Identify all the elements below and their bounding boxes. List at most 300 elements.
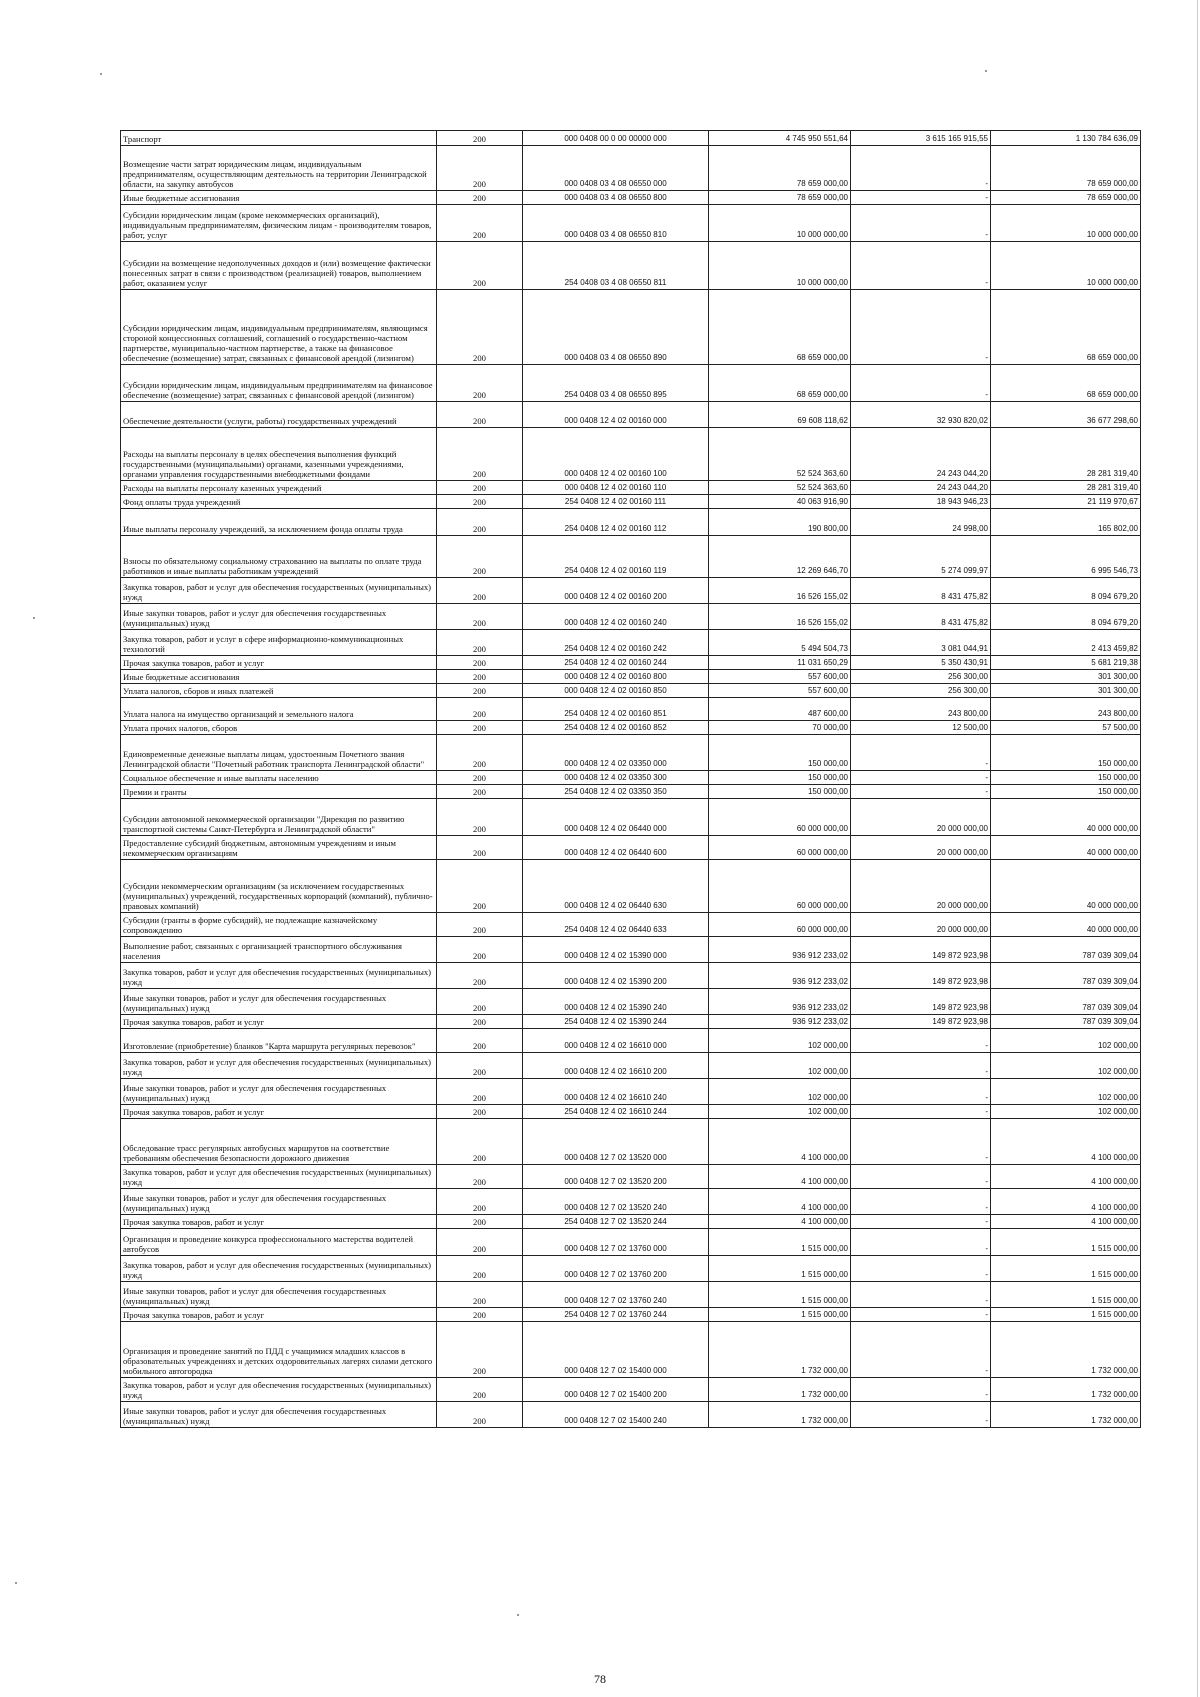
admin-code-cell: 200	[437, 1378, 523, 1402]
approved-amount-cell: 10 000 000,00	[709, 242, 851, 290]
admin-code-cell: 200	[437, 860, 523, 913]
table-row	[121, 1256, 1141, 1282]
admin-code-cell: 200	[437, 146, 523, 191]
executed-amount-cell: 20 000 000,00	[851, 836, 991, 860]
approved-amount-cell: 190 800,00	[709, 509, 851, 536]
admin-code-cell: 200	[437, 836, 523, 860]
expense-name-cell: Прочая закупка товаров, работ и услуг	[121, 1308, 437, 1322]
table-row	[121, 670, 1141, 684]
approved-amount-cell: 102 000,00	[709, 1105, 851, 1119]
remainder-amount-cell: 4 100 000,00	[991, 1189, 1141, 1215]
expense-name-cell: Организация и проведение занятий по ПДД с учащимися младших классов в образовательных учреждениях и детских оздоровительных лагерях силами детского мобильного автогородка	[121, 1322, 437, 1378]
budget-classification-code-cell: 000 0408 12 4 02 15390 200	[523, 963, 709, 989]
budget-classification-code-cell: 254 0408 12 4 02 00160 119	[523, 536, 709, 578]
expense-name-cell: Закупка товаров, работ и услуг для обеспечения государственных (муниципальных) нужд	[121, 1053, 437, 1079]
scan-speck	[985, 70, 987, 72]
table-row	[121, 1215, 1141, 1229]
budget-classification-code-cell: 000 0408 12 4 02 00160 100	[523, 428, 709, 481]
expense-name-cell: Транспорт	[121, 131, 437, 146]
expense-name-cell: Возмещение части затрат юридическим лицам, индивидуальным предпринимателям, осуществляющим деятельность на территории Ленинградской области, на закупку автобусов	[121, 146, 437, 191]
budget-classification-code-cell: 000 0408 12 4 02 00160 110	[523, 481, 709, 495]
remainder-amount-cell: 1 732 000,00	[991, 1322, 1141, 1378]
approved-amount-cell: 16 526 155,02	[709, 578, 851, 604]
expense-name-cell: Прочая закупка товаров, работ и услуг	[121, 1105, 437, 1119]
table-row	[121, 989, 1141, 1015]
remainder-amount-cell: 243 800,00	[991, 698, 1141, 721]
executed-amount-cell: -	[851, 365, 991, 402]
remainder-amount-cell: 68 659 000,00	[991, 290, 1141, 365]
table-row	[121, 1079, 1141, 1105]
admin-code-cell: 200	[437, 698, 523, 721]
remainder-amount-cell: 102 000,00	[991, 1105, 1141, 1119]
expense-name-cell: Прочая закупка товаров, работ и услуг	[121, 1215, 437, 1229]
admin-code-cell: 200	[437, 1322, 523, 1378]
budget-classification-code-cell: 000 0408 12 4 02 00160 200	[523, 578, 709, 604]
scan-speck	[33, 617, 35, 619]
expense-name-cell: Иные закупки товаров, работ и услуг для обеспечения государственных (муниципальных) нужд	[121, 1079, 437, 1105]
expense-name-cell: Иные бюджетные ассигнования	[121, 670, 437, 684]
executed-amount-cell: -	[851, 1378, 991, 1402]
table-row	[121, 771, 1141, 785]
executed-amount-cell: -	[851, 146, 991, 191]
approved-amount-cell: 150 000,00	[709, 735, 851, 771]
approved-amount-cell: 78 659 000,00	[709, 146, 851, 191]
budget-classification-code-cell: 000 0408 03 4 08 06550 800	[523, 191, 709, 205]
table-row	[121, 836, 1141, 860]
budget-classification-code-cell: 000 0408 12 7 02 15400 000	[523, 1322, 709, 1378]
budget-classification-code-cell: 000 0408 12 4 02 03350 000	[523, 735, 709, 771]
admin-code-cell: 200	[437, 242, 523, 290]
budget-classification-code-cell: 000 0408 12 7 02 13760 240	[523, 1282, 709, 1308]
admin-code-cell: 200	[437, 495, 523, 509]
admin-code-cell: 200	[437, 785, 523, 799]
executed-amount-cell: 24 243 044,20	[851, 428, 991, 481]
expense-name-cell: Прочая закупка товаров, работ и услуг	[121, 656, 437, 670]
approved-amount-cell: 4 100 000,00	[709, 1215, 851, 1229]
remainder-amount-cell: 301 300,00	[991, 684, 1141, 698]
budget-classification-code-cell: 000 0408 12 7 02 15400 240	[523, 1402, 709, 1428]
executed-amount-cell: 20 000 000,00	[851, 860, 991, 913]
remainder-amount-cell: 28 281 319,40	[991, 428, 1141, 481]
executed-amount-cell: 256 300,00	[851, 670, 991, 684]
table-row	[121, 785, 1141, 799]
table-row	[121, 428, 1141, 481]
scan-edge	[1197, 0, 1198, 1697]
approved-amount-cell: 150 000,00	[709, 785, 851, 799]
admin-code-cell: 200	[437, 191, 523, 205]
executed-amount-cell: -	[851, 191, 991, 205]
budget-classification-code-cell: 000 0408 12 4 02 03350 300	[523, 771, 709, 785]
executed-amount-cell: 256 300,00	[851, 684, 991, 698]
budget-classification-code-cell: 254 0408 12 7 02 13520 244	[523, 1215, 709, 1229]
admin-code-cell: 200	[437, 290, 523, 365]
table-row	[121, 1378, 1141, 1402]
admin-code-cell: 200	[437, 205, 523, 242]
remainder-amount-cell: 787 039 309,04	[991, 937, 1141, 963]
table-row	[121, 698, 1141, 721]
executed-amount-cell: 5 274 099,97	[851, 536, 991, 578]
budget-classification-code-cell: 000 0408 12 4 02 16610 000	[523, 1029, 709, 1053]
executed-amount-cell: 3 081 044,91	[851, 630, 991, 656]
remainder-amount-cell: 787 039 309,04	[991, 989, 1141, 1015]
remainder-amount-cell: 1 515 000,00	[991, 1256, 1141, 1282]
approved-amount-cell: 1 515 000,00	[709, 1282, 851, 1308]
approved-amount-cell: 102 000,00	[709, 1029, 851, 1053]
expense-name-cell: Уплата налога на имущество организаций и земельного налога	[121, 698, 437, 721]
budget-classification-code-cell: 000 0408 12 4 02 15390 000	[523, 937, 709, 963]
scan-speck	[15, 1582, 17, 1584]
budget-classification-code-cell: 000 0408 12 7 02 13520 240	[523, 1189, 709, 1215]
budget-classification-code-cell: 000 0408 12 7 02 13520 000	[523, 1119, 709, 1165]
remainder-amount-cell: 5 681 219,38	[991, 656, 1141, 670]
budget-classification-code-cell: 000 0408 12 7 02 13760 000	[523, 1229, 709, 1256]
table-row	[121, 365, 1141, 402]
executed-amount-cell: -	[851, 785, 991, 799]
remainder-amount-cell: 102 000,00	[991, 1079, 1141, 1105]
admin-code-cell: 200	[437, 536, 523, 578]
table-row	[121, 1282, 1141, 1308]
admin-code-cell: 200	[437, 1053, 523, 1079]
remainder-amount-cell: 102 000,00	[991, 1053, 1141, 1079]
remainder-amount-cell: 165 802,00	[991, 509, 1141, 536]
expense-name-cell: Иные выплаты персоналу учреждений, за исключением фонда оплаты труда	[121, 509, 437, 536]
approved-amount-cell: 4 100 000,00	[709, 1189, 851, 1215]
executed-amount-cell: 149 872 923,98	[851, 963, 991, 989]
admin-code-cell: 200	[437, 131, 523, 146]
executed-amount-cell: -	[851, 1029, 991, 1053]
budget-classification-code-cell: 254 0408 12 4 02 00160 244	[523, 656, 709, 670]
expense-name-cell: Расходы на выплаты персоналу казенных учреждений	[121, 481, 437, 495]
approved-amount-cell: 936 912 233,02	[709, 989, 851, 1015]
budget-classification-code-cell: 000 0408 12 4 02 00160 850	[523, 684, 709, 698]
executed-amount-cell: -	[851, 1402, 991, 1428]
remainder-amount-cell: 150 000,00	[991, 735, 1141, 771]
approved-amount-cell: 16 526 155,02	[709, 604, 851, 630]
budget-classification-code-cell: 000 0408 12 7 02 13760 200	[523, 1256, 709, 1282]
approved-amount-cell: 5 494 504,73	[709, 630, 851, 656]
approved-amount-cell: 12 269 646,70	[709, 536, 851, 578]
table-row	[121, 1029, 1141, 1053]
executed-amount-cell: -	[851, 735, 991, 771]
admin-code-cell: 200	[437, 989, 523, 1015]
executed-amount-cell: 20 000 000,00	[851, 799, 991, 836]
remainder-amount-cell: 1 732 000,00	[991, 1402, 1141, 1428]
remainder-amount-cell: 102 000,00	[991, 1029, 1141, 1053]
expense-name-cell: Закупка товаров, работ и услуг для обеспечения государственных (муниципальных) нужд	[121, 1378, 437, 1402]
admin-code-cell: 200	[437, 1079, 523, 1105]
remainder-amount-cell: 28 281 319,40	[991, 481, 1141, 495]
approved-amount-cell: 936 912 233,02	[709, 963, 851, 989]
expense-name-cell: Единовременные денежные выплаты лицам, удостоенным Почетного звания Ленинградской области "Почетный работник транспорта Ленинградской области"	[121, 735, 437, 771]
approved-amount-cell: 11 031 650,29	[709, 656, 851, 670]
remainder-amount-cell: 40 000 000,00	[991, 799, 1141, 836]
budget-execution-table	[120, 130, 1141, 1428]
budget-classification-code-cell: 000 0408 12 4 02 06440 000	[523, 799, 709, 836]
table-row	[121, 402, 1141, 428]
executed-amount-cell: 12 500,00	[851, 721, 991, 735]
admin-code-cell: 200	[437, 578, 523, 604]
table-row	[121, 735, 1141, 771]
approved-amount-cell: 557 600,00	[709, 670, 851, 684]
table-row	[121, 684, 1141, 698]
expense-name-cell: Субсидии на возмещение недополученных доходов и (или) возмещение фактически понесенных затрат в связи с производством (реализацией) товаров, выполнением работ, оказанием услуг	[121, 242, 437, 290]
table-row	[121, 131, 1141, 146]
expense-name-cell: Иные закупки товаров, работ и услуг для обеспечения государственных (муниципальных) нужд	[121, 989, 437, 1015]
admin-code-cell: 200	[437, 1256, 523, 1282]
admin-code-cell: 200	[437, 428, 523, 481]
remainder-amount-cell: 787 039 309,04	[991, 1015, 1141, 1029]
budget-classification-code-cell: 000 0408 12 4 02 00160 000	[523, 402, 709, 428]
expense-name-cell: Уплата налогов, сборов и иных платежей	[121, 684, 437, 698]
scan-speck	[517, 1614, 519, 1616]
expense-name-cell: Обеспечение деятельности (услуги, работы) государственных учреждений	[121, 402, 437, 428]
executed-amount-cell: -	[851, 771, 991, 785]
executed-amount-cell: 24 243 044,20	[851, 481, 991, 495]
budget-classification-code-cell: 000 0408 12 4 02 16610 240	[523, 1079, 709, 1105]
remainder-amount-cell: 78 659 000,00	[991, 146, 1141, 191]
budget-classification-code-cell: 000 0408 12 4 02 00160 240	[523, 604, 709, 630]
admin-code-cell: 200	[437, 1189, 523, 1215]
remainder-amount-cell: 787 039 309,04	[991, 963, 1141, 989]
approved-amount-cell: 60 000 000,00	[709, 836, 851, 860]
executed-amount-cell: -	[851, 1189, 991, 1215]
remainder-amount-cell: 1 515 000,00	[991, 1308, 1141, 1322]
executed-amount-cell: -	[851, 1322, 991, 1378]
table-row	[121, 656, 1141, 670]
admin-code-cell: 200	[437, 1229, 523, 1256]
remainder-amount-cell: 68 659 000,00	[991, 365, 1141, 402]
admin-code-cell: 200	[437, 402, 523, 428]
approved-amount-cell: 150 000,00	[709, 771, 851, 785]
budget-classification-code-cell: 254 0408 12 4 02 00160 852	[523, 721, 709, 735]
remainder-amount-cell: 1 515 000,00	[991, 1229, 1141, 1256]
table-row	[121, 937, 1141, 963]
budget-classification-code-cell: 000 0408 12 4 02 06440 630	[523, 860, 709, 913]
table-row	[121, 913, 1141, 937]
approved-amount-cell: 60 000 000,00	[709, 860, 851, 913]
expense-name-cell: Закупка товаров, работ и услуг для обеспечения государственных (муниципальных) нужд	[121, 1256, 437, 1282]
approved-amount-cell: 487 600,00	[709, 698, 851, 721]
budget-classification-code-cell: 254 0408 12 7 02 13760 244	[523, 1308, 709, 1322]
executed-amount-cell: -	[851, 1105, 991, 1119]
admin-code-cell: 200	[437, 735, 523, 771]
admin-code-cell: 200	[437, 1105, 523, 1119]
table-row	[121, 481, 1141, 495]
expense-name-cell: Иные закупки товаров, работ и услуг для обеспечения государственных (муниципальных) нужд	[121, 1402, 437, 1428]
executed-amount-cell: -	[851, 290, 991, 365]
expense-name-cell: Расходы на выплаты персоналу в целях обеспечения выполнения функций государственными (муниципальными) органами, казенными учреждениями, органами управления государственными внебюджетными фондами	[121, 428, 437, 481]
executed-amount-cell: -	[851, 1282, 991, 1308]
admin-code-cell: 200	[437, 1215, 523, 1229]
executed-amount-cell: -	[851, 1053, 991, 1079]
approved-amount-cell: 1 515 000,00	[709, 1308, 851, 1322]
table-row	[121, 1015, 1141, 1029]
expense-name-cell: Изготовление (приобретение) бланков "Карта маршрута регулярных перевозок"	[121, 1029, 437, 1053]
admin-code-cell: 200	[437, 604, 523, 630]
table-row	[121, 242, 1141, 290]
approved-amount-cell: 68 659 000,00	[709, 290, 851, 365]
budget-classification-code-cell: 000 0408 12 4 02 06440 600	[523, 836, 709, 860]
table-row	[121, 721, 1141, 735]
approved-amount-cell: 1 732 000,00	[709, 1378, 851, 1402]
remainder-amount-cell: 1 130 784 636,09	[991, 131, 1141, 146]
table-row	[121, 290, 1141, 365]
expense-name-cell: Иные бюджетные ассигнования	[121, 191, 437, 205]
executed-amount-cell: -	[851, 1256, 991, 1282]
budget-classification-code-cell: 000 0408 12 4 02 15390 240	[523, 989, 709, 1015]
approved-amount-cell: 60 000 000,00	[709, 913, 851, 937]
budget-classification-code-cell: 254 0408 12 4 02 16610 244	[523, 1105, 709, 1119]
table-row	[121, 799, 1141, 836]
budget-classification-code-cell: 254 0408 03 4 08 06550 811	[523, 242, 709, 290]
executed-amount-cell: -	[851, 1119, 991, 1165]
approved-amount-cell: 78 659 000,00	[709, 191, 851, 205]
executed-amount-cell: 18 943 946,23	[851, 495, 991, 509]
budget-classification-code-cell: 254 0408 12 4 02 03350 350	[523, 785, 709, 799]
executed-amount-cell: -	[851, 1308, 991, 1322]
executed-amount-cell: 20 000 000,00	[851, 913, 991, 937]
remainder-amount-cell: 301 300,00	[991, 670, 1141, 684]
remainder-amount-cell: 10 000 000,00	[991, 205, 1141, 242]
admin-code-cell: 200	[437, 630, 523, 656]
admin-code-cell: 200	[437, 771, 523, 785]
admin-code-cell: 200	[437, 365, 523, 402]
approved-amount-cell: 4 100 000,00	[709, 1119, 851, 1165]
approved-amount-cell: 936 912 233,02	[709, 1015, 851, 1029]
expense-name-cell: Прочая закупка товаров, работ и услуг	[121, 1015, 437, 1029]
remainder-amount-cell: 4 100 000,00	[991, 1119, 1141, 1165]
table-row	[121, 1105, 1141, 1119]
expense-name-cell: Субсидии (гранты в форме субсидий), не подлежащие казначейскому сопровождению	[121, 913, 437, 937]
budget-classification-code-cell: 000 0408 12 7 02 15400 200	[523, 1378, 709, 1402]
expense-name-cell: Выполнение работ, связанных с организацией транспортного обслуживания населения	[121, 937, 437, 963]
executed-amount-cell: -	[851, 1165, 991, 1189]
expense-name-cell: Обследование трасс регулярных автобусных маршрутов на соответствие требованиям обеспечения безопасности дорожного движения	[121, 1119, 437, 1165]
remainder-amount-cell: 6 995 546,73	[991, 536, 1141, 578]
table-row	[121, 1189, 1141, 1215]
budget-classification-code-cell: 000 0408 03 4 08 06550 810	[523, 205, 709, 242]
table-row	[121, 205, 1141, 242]
expense-name-cell: Закупка товаров, работ и услуг в сфере информационно-коммуникационных технологий	[121, 630, 437, 656]
remainder-amount-cell: 150 000,00	[991, 785, 1141, 799]
table-row	[121, 578, 1141, 604]
approved-amount-cell: 52 524 363,60	[709, 481, 851, 495]
executed-amount-cell: 5 350 430,91	[851, 656, 991, 670]
admin-code-cell: 200	[437, 1165, 523, 1189]
admin-code-cell: 200	[437, 1282, 523, 1308]
approved-amount-cell: 69 608 118,62	[709, 402, 851, 428]
remainder-amount-cell: 78 659 000,00	[991, 191, 1141, 205]
approved-amount-cell: 1 515 000,00	[709, 1229, 851, 1256]
remainder-amount-cell: 4 100 000,00	[991, 1215, 1141, 1229]
admin-code-cell: 200	[437, 1119, 523, 1165]
budget-classification-code-cell: 254 0408 12 4 02 00160 242	[523, 630, 709, 656]
table-row	[121, 860, 1141, 913]
approved-amount-cell: 52 524 363,60	[709, 428, 851, 481]
table-row	[121, 1308, 1141, 1322]
expense-name-cell: Закупка товаров, работ и услуг для обеспечения государственных (муниципальных) нужд	[121, 578, 437, 604]
executed-amount-cell: 149 872 923,98	[851, 989, 991, 1015]
admin-code-cell: 200	[437, 963, 523, 989]
expense-name-cell: Организация и проведение конкурса профессионального мастерства водителей автобусов	[121, 1229, 437, 1256]
budget-classification-code-cell: 254 0408 12 4 02 15390 244	[523, 1015, 709, 1029]
admin-code-cell: 200	[437, 913, 523, 937]
approved-amount-cell: 4 745 950 551,64	[709, 131, 851, 146]
approved-amount-cell: 1 515 000,00	[709, 1256, 851, 1282]
table-row	[121, 604, 1141, 630]
expense-name-cell: Субсидии некоммерческим организациям (за исключением государственных (муниципальных) учреждений, государственных корпораций (компаний), публично-правовых компаний)	[121, 860, 437, 913]
expense-name-cell: Предоставление субсидий бюджетным, автономным учреждениям и иным некоммерческим организациям	[121, 836, 437, 860]
admin-code-cell: 200	[437, 721, 523, 735]
expense-name-cell: Субсидии юридическим лицам, индивидуальным предпринимателям, являющимся стороной концессионных соглашений, соглашений о государственно-частном партнерстве, муниципально-частном партнерстве, а также на финансовое обеспечение (возмещение) затрат, связанных с финансовой арендой (лизингом)	[121, 290, 437, 365]
expense-name-cell: Социальное обеспечение и иные выплаты населению	[121, 771, 437, 785]
approved-amount-cell: 102 000,00	[709, 1079, 851, 1105]
table-row	[121, 509, 1141, 536]
table-row	[121, 1322, 1141, 1378]
expense-name-cell: Закупка товаров, работ и услуг для обеспечения государственных (муниципальных) нужд	[121, 963, 437, 989]
table-row	[121, 536, 1141, 578]
remainder-amount-cell: 36 677 298,60	[991, 402, 1141, 428]
table-row	[121, 146, 1141, 191]
remainder-amount-cell: 40 000 000,00	[991, 836, 1141, 860]
approved-amount-cell: 40 063 916,90	[709, 495, 851, 509]
executed-amount-cell: 8 431 475,82	[851, 578, 991, 604]
budget-classification-code-cell: 000 0408 12 4 02 00160 800	[523, 670, 709, 684]
remainder-amount-cell: 8 094 679,20	[991, 604, 1141, 630]
expense-name-cell: Уплата прочих налогов, сборов	[121, 721, 437, 735]
admin-code-cell: 200	[437, 799, 523, 836]
budget-classification-code-cell: 000 0408 03 4 08 06550 000	[523, 146, 709, 191]
table-row	[121, 1165, 1141, 1189]
expense-name-cell: Иные закупки товаров, работ и услуг для обеспечения государственных (муниципальных) нужд	[121, 1282, 437, 1308]
expense-name-cell: Взносы по обязательному социальному страхованию на выплаты по оплате труда работников и иные выплаты работникам учреждений	[121, 536, 437, 578]
admin-code-cell: 200	[437, 670, 523, 684]
executed-amount-cell: -	[851, 1079, 991, 1105]
table-row	[121, 191, 1141, 205]
budget-classification-code-cell: 000 0408 00 0 00 00000 000	[523, 131, 709, 146]
approved-amount-cell: 102 000,00	[709, 1053, 851, 1079]
remainder-amount-cell: 4 100 000,00	[991, 1165, 1141, 1189]
expense-name-cell: Субсидии юридическим лицам (кроме некоммерческих организаций), индивидуальным предпринимателям, физическим лицам - производителям товаров, работ, услуг	[121, 205, 437, 242]
executed-amount-cell: -	[851, 1229, 991, 1256]
admin-code-cell: 200	[437, 1029, 523, 1053]
table-row	[121, 630, 1141, 656]
approved-amount-cell: 70 000,00	[709, 721, 851, 735]
executed-amount-cell: 24 998,00	[851, 509, 991, 536]
table-row	[121, 1229, 1141, 1256]
expense-name-cell: Закупка товаров, работ и услуг для обеспечения государственных (муниципальных) нужд	[121, 1165, 437, 1189]
approved-amount-cell: 1 732 000,00	[709, 1402, 851, 1428]
executed-amount-cell: -	[851, 242, 991, 290]
expense-name-cell: Иные закупки товаров, работ и услуг для обеспечения государственных (муниципальных) нужд	[121, 604, 437, 630]
approved-amount-cell: 68 659 000,00	[709, 365, 851, 402]
approved-amount-cell: 557 600,00	[709, 684, 851, 698]
table-row	[121, 1119, 1141, 1165]
admin-code-cell: 200	[437, 1402, 523, 1428]
admin-code-cell: 200	[437, 509, 523, 536]
executed-amount-cell: 243 800,00	[851, 698, 991, 721]
budget-classification-code-cell: 254 0408 12 4 02 00160 851	[523, 698, 709, 721]
budget-classification-code-cell: 000 0408 12 4 02 16610 200	[523, 1053, 709, 1079]
remainder-amount-cell: 1 732 000,00	[991, 1378, 1141, 1402]
budget-classification-code-cell: 254 0408 12 4 02 00160 111	[523, 495, 709, 509]
admin-code-cell: 200	[437, 1015, 523, 1029]
executed-amount-cell: -	[851, 1215, 991, 1229]
executed-amount-cell: 149 872 923,98	[851, 937, 991, 963]
remainder-amount-cell: 150 000,00	[991, 771, 1141, 785]
expense-name-cell: Премии и гранты	[121, 785, 437, 799]
budget-classification-code-cell: 254 0408 03 4 08 06550 895	[523, 365, 709, 402]
